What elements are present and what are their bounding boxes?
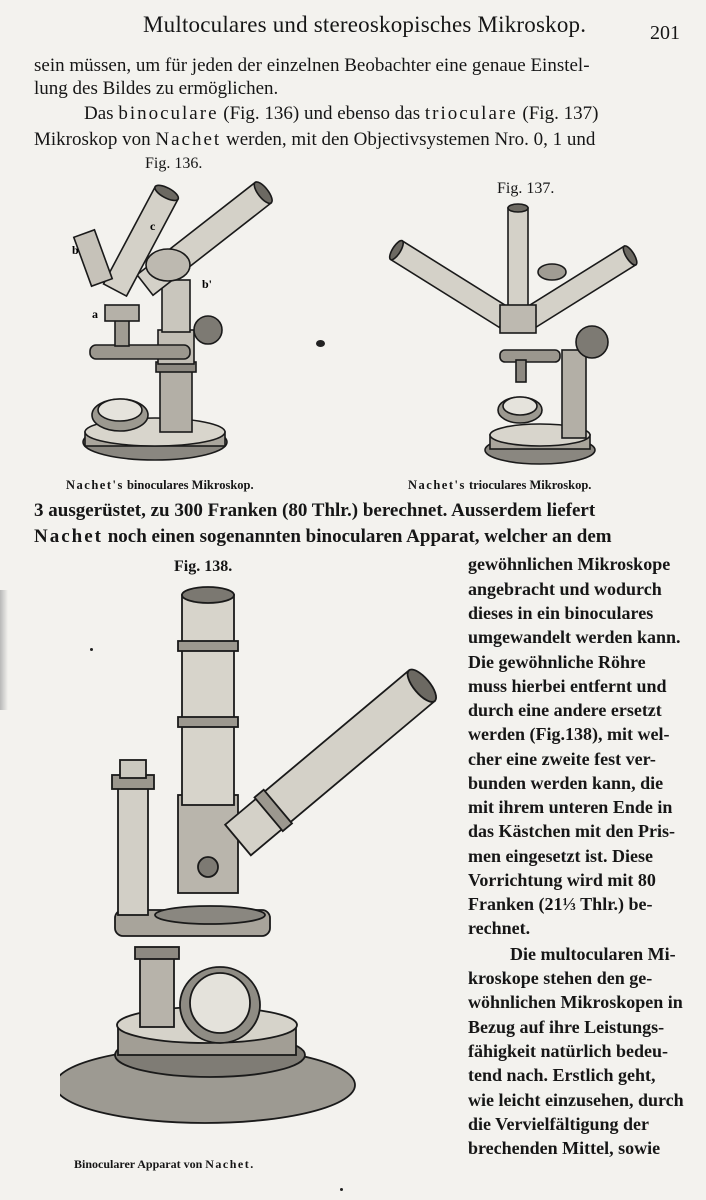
text-span: (Fig. 137) (517, 103, 599, 124)
name-nachet: Nachet (34, 526, 103, 547)
right-line: die Vervielfältigung der (468, 1114, 649, 1134)
caption-name: Nachet's (408, 478, 466, 492)
ink-speck (316, 340, 325, 347)
text-span: Das (84, 103, 119, 124)
scan-edge-shadow (0, 590, 8, 710)
right-line: wöhnlichen Mikroskopen in (468, 992, 683, 1012)
right-line: tend nach. Erstlich geht, (468, 1065, 656, 1085)
text-span: (Fig. 136) und ebenso das (218, 103, 425, 124)
page-number: 201 (650, 22, 680, 44)
intro-line-4 (34, 129, 595, 151)
right-line: bunden werden kann, die (468, 773, 664, 793)
fig-137-caption (408, 478, 591, 493)
ink-speck (340, 1188, 343, 1191)
fig-137-label: Fig. 137. (497, 180, 555, 197)
right-line: Vorrichtung wird mit 80 (468, 870, 656, 890)
right-line: angebracht und wodurch (468, 579, 662, 599)
mid-line-1: 3 ausgerüstet, zu 300 Franken (80 Thlr.) berechnet. Ausserdem liefert (34, 500, 596, 521)
fig-138-label: Fig. 138. (174, 558, 233, 575)
right-line: kroskope stehen den ge- (468, 968, 653, 988)
right-line: muss hierbei entfernt und (468, 676, 667, 696)
right-line: dieses in ein binoculares (468, 603, 654, 623)
fig-136-letter-b-prime: b' (202, 277, 213, 291)
right-line: werden (Fig.138), mit wel- (468, 724, 670, 744)
right-line: Franken (21⅓ Thlr.) be- (468, 894, 653, 914)
right-line: das Kästchen mit den Pris- (468, 821, 675, 841)
text-span: noch einen sogenannten binocularen Apparat, welcher an dem (102, 526, 612, 547)
fig-136-letter-b: b (72, 243, 79, 257)
term-binoculare: binoculare (118, 103, 219, 124)
intro-line-1: sein müssen, um für jeden der einzelnen Beobachter eine genaue Einstel- (34, 55, 590, 76)
fig-138-binocular-apparatus-illustration (60, 585, 460, 1150)
caption-text: trioculares Mikroskop. (465, 478, 592, 492)
intro-line-2: lung des Bildes zu ermöglichen. (34, 78, 279, 99)
right-line: wie leicht einzusehen, durch (468, 1090, 684, 1110)
intro-line-3 (84, 103, 598, 125)
right-line: Die multocularen Mi- (510, 944, 676, 964)
right-line: fähigkeit natürlich bedeu- (468, 1041, 669, 1061)
fig-138-caption (74, 1157, 255, 1172)
caption-text: Binocularer Apparat von (74, 1157, 206, 1171)
right-line: men eingesetzt ist. Diese (468, 846, 653, 866)
caption-text: binoculares Mikroskop. (123, 478, 254, 492)
right-line: umgewandelt werden kann. (468, 627, 681, 647)
ink-speck (90, 648, 93, 651)
right-line: cher eine zweite fest ver- (468, 749, 656, 769)
fig-136-label: Fig. 136. (145, 155, 203, 172)
name-nachet: Nachet (155, 129, 222, 150)
fig-136-binocular-microscope-illustration (60, 170, 310, 470)
right-line: mit ihrem unteren Ende in (468, 797, 673, 817)
term-trioculare: trioculare (424, 103, 518, 124)
caption-name: Nachet's (66, 478, 124, 492)
fig-136-letter-c: c (150, 219, 156, 233)
fig-136-caption (66, 478, 254, 493)
fig-137-triocular-microscope-illustration (380, 200, 660, 475)
right-line: Die gewöhnliche Röhre (468, 652, 646, 672)
mid-line-2 (34, 526, 612, 548)
right-line: rechnet. (468, 918, 531, 938)
right-line: brechenden Mittel, sowie (468, 1138, 661, 1158)
text-span: Mikroskop von (34, 129, 156, 150)
running-head: Multoculares und stereoskopisches Mikroskop. (143, 12, 587, 37)
right-line: Bezug auf ihre Leistungs- (468, 1017, 665, 1037)
text-span: werden, mit den Objectivsystemen Nro. 0, 1 und (221, 129, 596, 150)
right-line: gewöhnlichen Mikroskope (468, 554, 671, 574)
caption-name: Nachet. (205, 1157, 255, 1171)
right-line: durch eine andere ersetzt (468, 700, 662, 720)
fig-136-letter-a: a (92, 307, 98, 321)
